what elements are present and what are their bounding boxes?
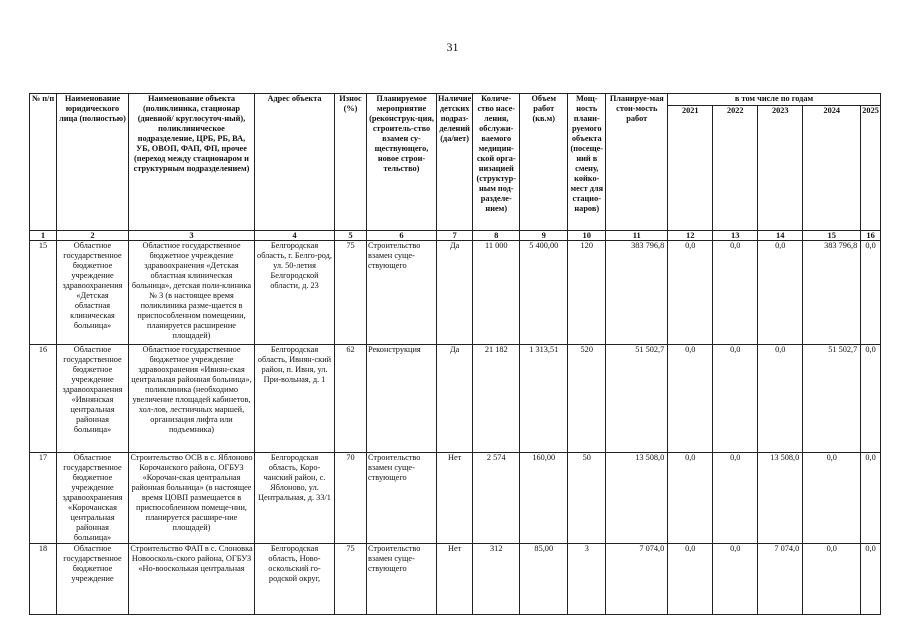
table-header [30,94,881,241]
header-years-group: в том числе по годам [668,94,881,106]
cell-address: Белгородская область, г. Белго-род, ул. 50-летия Белгородской области, д. 23 [255,241,335,345]
header-address: Адрес объекта [255,94,335,231]
cell-year-2025: 0,0 [861,544,881,615]
table-body [30,241,881,615]
cell-entity: Областное государственное бюджетное учреждение здравоохранения «Детская областная клиническая больница» [57,241,129,345]
cell-population: 2 574 [473,453,520,544]
cell-year-2022: 0,0 [713,345,758,453]
col-index: 14 [758,231,803,241]
cell-object: Строительство ОСВ в с. Яблоново Корочанского района, ОГБУЗ «Корочан-ская центральная районная больница» (в настоящее время ЦОВП размещается в приспособленном помеще-нии, планируется расшире-ние площадей) [129,453,255,544]
cell-address: Белгородская область, Ивнян-ский район, п. Ивня, ул. При-вольная, д. 1 [255,345,335,453]
col-index: 8 [473,231,520,241]
cell-no: 16 [30,345,57,453]
col-index: 2 [57,231,129,241]
cell-measure: Строительство взамен суще-ствующего [367,544,437,615]
cell-volume: 5 400,00 [520,241,568,345]
cell-year-2024: 383 796,8 [803,241,861,345]
cell-no: 15 [30,241,57,345]
cell-children: Нет [437,453,473,544]
cell-cost: 383 796,8 [606,241,668,345]
cell-address: Белгородская область, Коро-чанский район, с. Яблоново, ул. Центральная, д. 33/1 [255,453,335,544]
col-index: 7 [437,231,473,241]
col-index: 16 [861,231,881,241]
cell-cost: 13 508,0 [606,453,668,544]
cell-children: Да [437,345,473,453]
cell-capacity: 120 [568,241,606,345]
col-index: 5 [335,231,367,241]
cell-wear: 75 [335,241,367,345]
header-object: Наименование объекта (поликлиника, стационар (дневной/ круглосуточ-ный), поликлиническое подразделение, ЦРБ, РБ, ВА, УБ, ОВОП, ФАП, ФП, прочее (переход между стационаром и структурным подразделением) [129,94,255,231]
cell-entity: Областное государственное бюджетное учреждение здравоохранения «Ивнянская центральная районная больница» [57,345,129,453]
cell-measure: Строительство взамен суще-ствующего [367,453,437,544]
cell-year-2023: 13 508,0 [758,453,803,544]
col-index: 6 [367,231,437,241]
cell-address: Белгородская область, Ново-оскольский го-родской округ, [255,544,335,615]
cell-object: Областное государственное бюджетное учреждение здравоохранения «Ивнян-ская центральная районная больница», поликлиника (необходимо увеличение площадей кабинетов, хол-лов, лестничных маршей, организация лифта или подъемника) [129,345,255,453]
cell-year-2025: 0,0 [861,241,881,345]
cell-capacity: 50 [568,453,606,544]
cell-year-2025: 0,0 [861,345,881,453]
col-index: 3 [129,231,255,241]
cell-year-2023: 0,0 [758,345,803,453]
col-index: 4 [255,231,335,241]
header-year-2021: 2021 [668,106,713,231]
cell-year-2025: 0,0 [861,453,881,544]
cell-children: Да [437,241,473,345]
cell-volume: 160,00 [520,453,568,544]
header-wear: Износ (%) [335,94,367,231]
header-children: Наличие детских подраз-делений (да/нет) [437,94,473,231]
table-row [30,241,881,345]
column-index-row [30,231,881,241]
cell-volume: 85,00 [520,544,568,615]
cell-population: 21 182 [473,345,520,453]
cell-wear: 75 [335,544,367,615]
cell-year-2024: 51 502,7 [803,345,861,453]
cell-year-2023: 0,0 [758,241,803,345]
cell-cost: 51 502,7 [606,345,668,453]
cell-no: 17 [30,453,57,544]
cell-year-2021: 0,0 [668,345,713,453]
col-index: 11 [606,231,668,241]
cell-year-2022: 0,0 [713,544,758,615]
col-index: 12 [668,231,713,241]
investment-table [29,93,881,615]
cell-children: Нет [437,544,473,615]
cell-object: Строительство ФАП в с. Слоновка Новоосколь-ского района, ОГБУЗ «Но-воосколькая центральная [129,544,255,615]
col-index: 10 [568,231,606,241]
cell-no: 18 [30,544,57,615]
cell-entity: Областное государственное бюджетное учреждение здравоохранения «Корочанская центральная районная больница» [57,453,129,544]
header-no: № п/п [30,94,57,231]
cell-measure: Строительство взамен суще-ствующего [367,241,437,345]
cell-entity: Областное государственное бюджетное учреждение [57,544,129,615]
cell-volume: 1 313,51 [520,345,568,453]
cell-year-2024: 0,0 [803,453,861,544]
table-row [30,345,881,453]
cell-wear: 62 [335,345,367,453]
header-capacity: Мощ-ность плани-руемого объекта (посеще-ний в смену, койко-мест для стацио-наров) [568,94,606,231]
cell-year-2024: 0,0 [803,544,861,615]
col-index: 13 [713,231,758,241]
cell-capacity: 3 [568,544,606,615]
header-cost: Планируе-мая стои-мость работ [606,94,668,231]
col-index: 15 [803,231,861,241]
cell-object: Областное государственное бюджетное учреждение здравоохранения «Детская областная клиническая больница», детская поли-клиника № 3 (в настоящее время поликлиника разме-щается в приспособленном помещении, планируется расширение площадей) [129,241,255,345]
cell-population: 312 [473,544,520,615]
cell-wear: 70 [335,453,367,544]
table-row [30,453,881,544]
header-year-2025: 2025 [861,106,881,231]
cell-year-2021: 0,0 [668,453,713,544]
header-measure: Планируемое мероприятие (реконструк-ция, строитель-ство взамен су-ществующего, новое строи-тельство) [367,94,437,231]
table-row [30,544,881,615]
header-population: Количе-ство насе-ления, обслужи-ваемого медицин-ской орга-низацией (структур-ным под-разделе-нием) [473,94,520,231]
header-year-2024: 2024 [803,106,861,231]
cell-year-2022: 0,0 [713,241,758,345]
cell-year-2021: 0,0 [668,544,713,615]
cell-year-2022: 0,0 [713,453,758,544]
page-number: 31 [446,40,459,54]
col-index: 1 [30,231,57,241]
cell-year-2023: 7 074,0 [758,544,803,615]
cell-cost: 7 074,0 [606,544,668,615]
cell-population: 11 000 [473,241,520,345]
cell-measure: Реконструкция [367,345,437,453]
header-volume: Объем работ (кв.м) [520,94,568,231]
header-year-2022: 2022 [713,106,758,231]
header-year-2023: 2023 [758,106,803,231]
header-entity: Наименование юридического лица (полностью) [57,94,129,231]
col-index: 9 [520,231,568,241]
cell-capacity: 520 [568,345,606,453]
cell-year-2021: 0,0 [668,241,713,345]
